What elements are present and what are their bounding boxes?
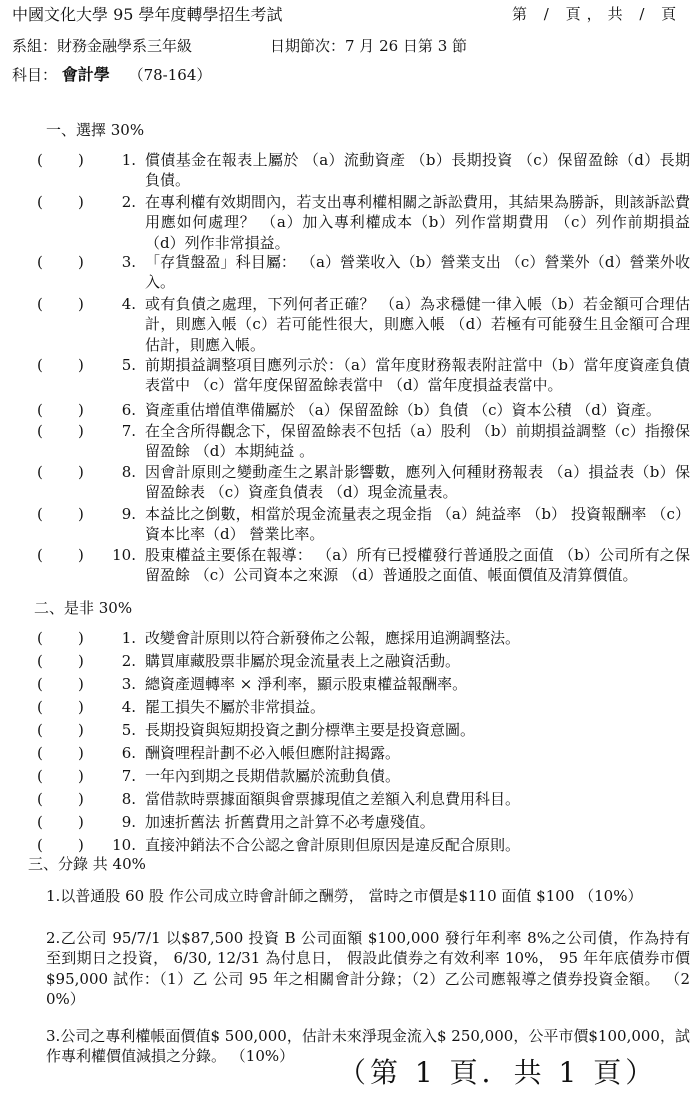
question-number: 5. <box>121 721 136 739</box>
question-text: 在全含所得觀念下，保留盈餘表不包括（a）股利 （b）前期損益調整（c）指撥保留盈餘 （d）本期純益 。 <box>145 422 690 461</box>
question-text: 購買庫藏股票非屬於現金流量表上之融資活動。 <box>145 652 461 670</box>
question-number: 6. <box>121 401 136 419</box>
question-text: 股東權益主要係在報導： （a）所有已授權發行普通股之面值 （b）公司所有之保留盈餘 （c）公司資本之來源 （d）普通股之面值、帳面價值及清算價值。 <box>145 546 690 585</box>
answer-blank-open: ( <box>37 422 43 440</box>
answer-blank-open: ( <box>37 629 43 647</box>
question-text: 前期損益調整項目應列示於：（a）當年度財務報表附註當中（b）當年度資產負債表當中 （c）當年度保留盈餘表當中 （d）當年度損益表當中。 <box>145 356 690 395</box>
section3-title: 三、分錄 共 40% <box>28 855 146 873</box>
answer-blank-close: ) <box>78 356 84 374</box>
answer-blank-close: ) <box>78 675 84 693</box>
answer-blank-close: ) <box>78 790 84 808</box>
answer-blank-close: ) <box>78 767 84 785</box>
question-text: 一年內到期之長期借款屬於流動負債。 <box>145 767 401 785</box>
question-number: 7. <box>121 767 136 785</box>
question-number: 4. <box>121 698 136 716</box>
journal-entry-problem: 3.公司之專利權帳面價值$ 500,000，估計未來淨現金流入$ 250,000，公平市價$100,000，試作專利權價值減損之分錄。 （10%） <box>46 1027 690 1066</box>
question-text: 罷工損失不屬於非常損益。 <box>145 698 326 716</box>
answer-blank-open: ( <box>37 790 43 808</box>
question-text: 改變會計原則以符合新發佈之公報，應採用追溯調整法。 <box>145 629 521 647</box>
answer-blank-close: ) <box>78 629 84 647</box>
answer-blank-open: ( <box>37 813 43 831</box>
question-text: 總資產週轉率 × 淨利率，顯示股東權益報酬率。 <box>145 675 468 693</box>
question-number: 9. <box>121 505 136 523</box>
question-number: 1. <box>121 151 136 169</box>
question-number: 1. <box>121 629 136 647</box>
answer-blank-close: ) <box>78 253 84 271</box>
question-number: 10. <box>112 836 136 854</box>
question-text: 加速折舊法 折舊費用之計算不必考慮殘值。 <box>145 813 435 831</box>
answer-blank-close: ) <box>78 193 84 211</box>
question-text: 「存貨盤盈」科目屬： （a）營業收入（b）營業支出 （c）營業外（d）營業外收入。 <box>145 253 690 292</box>
answer-blank-open: ( <box>37 295 43 313</box>
answer-blank-close: ) <box>78 836 84 854</box>
answer-blank-close: ) <box>78 813 84 831</box>
question-number: 4. <box>121 295 136 313</box>
question-text: 直接沖銷法不合公認之會計原則但原因是違反配合原則。 <box>145 836 521 854</box>
answer-blank-close: ) <box>78 505 84 523</box>
answer-blank-open: ( <box>37 356 43 374</box>
answer-blank-open: ( <box>37 675 43 693</box>
journal-entry-problem: 2.乙公司 95/7/1 以$87,500 投資 B 公司面額 $100,000 發行年利率 8%之公司債，作為持有至到期日之投資， 6/30, 12/31 為付息日， 假設此債券之有效利率 10%， 95 年年底債券市價 $95,000 試作：（1）乙 公司 95 年之相關會計分錄；（2）乙公司應報導之債券投資金額。 （20%） <box>46 929 690 1008</box>
page-footer: （第 1 頁．共 1 頁） <box>338 1056 658 1089</box>
section1-title: 一、選擇 30% <box>46 121 145 139</box>
answer-blank-open: ( <box>37 767 43 785</box>
answer-blank-close: ) <box>78 652 84 670</box>
question-text: 當借款時票據面額與會票據現值之差額入利息費用科目。 <box>145 790 521 808</box>
section2-title: 二、是非 30% <box>34 599 133 617</box>
question-text: 本益比之倒數，相當於現金流量表之現金指 （a）純益率 （b） 投資報酬率 （c）資本比率（d） 營業比率。 <box>145 505 690 544</box>
answer-blank-open: ( <box>37 698 43 716</box>
question-number: 2. <box>121 652 136 670</box>
subject-row <box>12 64 211 86</box>
exam-title: 中國文化大學 95 學年度轉學招生考試 <box>12 5 283 24</box>
answer-blank-open: ( <box>37 193 43 211</box>
answer-blank-open: ( <box>37 744 43 762</box>
question-number: 10. <box>112 546 136 564</box>
question-text: 酬資哩程計劃不必入帳但應附註揭露。 <box>145 744 401 762</box>
subject-name: 會計學 <box>61 65 110 84</box>
question-number: 9. <box>121 813 136 831</box>
question-number: 7. <box>121 422 136 440</box>
question-number: 5. <box>121 356 136 374</box>
question-number: 8. <box>121 790 136 808</box>
answer-blank-close: ) <box>78 721 84 739</box>
answer-blank-close: ) <box>78 463 84 481</box>
answer-blank-close: ) <box>78 295 84 313</box>
answer-blank-open: ( <box>37 253 43 271</box>
answer-blank-close: ) <box>78 151 84 169</box>
question-text: 長期投資與短期投資之劃分標準主要是投資意圖。 <box>145 721 476 739</box>
subject-label: 科目： <box>12 66 58 84</box>
question-text: 或有負債之處理，下列何者正確？ （a）為求穩健一律入帳（b）若金額可合理估計，則應入帳（c）若可能性很大，則應入帳 （d）若極有可能發生且金額可合理估計，則應入帳。 <box>145 295 690 354</box>
answer-blank-open: ( <box>37 463 43 481</box>
answer-blank-open: ( <box>37 401 43 419</box>
question-number: 6. <box>121 744 136 762</box>
answer-blank-open: ( <box>37 546 43 564</box>
answer-blank-open: ( <box>37 151 43 169</box>
question-text: 因會計原則之變動產生之累計影響數，應列入何種財務報表 （a）損益表（b）保留盈餘表 （c）資產負債表 （d）現金流量表。 <box>145 463 690 502</box>
question-number: 3. <box>121 675 136 693</box>
subject-code: （78-164） <box>128 66 212 84</box>
date-session: 日期節次：7 月 26 日第 3 節 <box>270 37 468 55</box>
answer-blank-open: ( <box>37 652 43 670</box>
answer-blank-close: ) <box>78 422 84 440</box>
question-number: 3. <box>121 253 136 271</box>
page-info: 第 / 頁，共 / 頁 <box>512 5 683 23</box>
question-text: 資產重估增值準備屬於 （a）保留盈餘（b）負債 （c）資本公積 （d）資產。 <box>145 401 661 419</box>
answer-blank-close: ) <box>78 401 84 419</box>
answer-blank-open: ( <box>37 721 43 739</box>
question-number: 2. <box>121 193 136 211</box>
question-text: 在專利權有效期間內，若支出專利權相關之訴訟費用，其結果為勝訴，則該訴訟費用應如何處理？ （a）加入專利權成本（b）列作當期費用 （c）列作前期損益 （d）列作非常損益。 <box>145 193 690 252</box>
answer-blank-close: ) <box>78 546 84 564</box>
answer-blank-open: ( <box>37 836 43 854</box>
question-text: 償債基金在報表上屬於 （a）流動資產 （b）長期投資 （c）保留盈餘（d）長期負債。 <box>145 151 690 190</box>
answer-blank-close: ) <box>78 744 84 762</box>
department: 系組：財務金融學系三年級 <box>12 37 193 55</box>
question-number: 8. <box>121 463 136 481</box>
answer-blank-close: ) <box>78 698 84 716</box>
answer-blank-open: ( <box>37 505 43 523</box>
journal-entry-problem: 1.以普通股 60 股 作公司成立時會計師之酬勞， 當時之市價是$110 面值 $100 （10%） <box>46 887 643 905</box>
